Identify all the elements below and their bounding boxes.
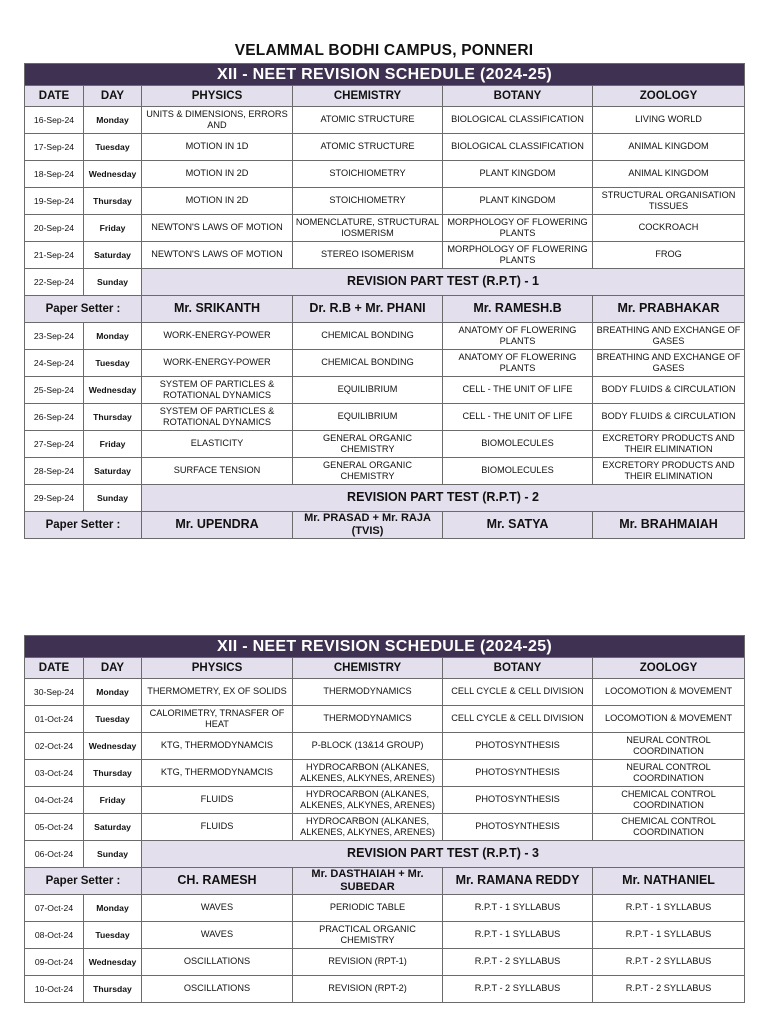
chemistry-topic: NOMENCLATURE, STRUCTURAL IOSMERISM [293,215,443,242]
date-cell: 17-Sep-24 [25,134,84,161]
date-cell: 06-Oct-24 [25,841,84,868]
day-cell: Tuesday [84,706,142,733]
chemistry-topic: P-BLOCK (13&14 GROUP) [293,733,443,760]
date-cell: 24-Sep-24 [25,350,84,377]
date-cell: 16-Sep-24 [25,107,84,134]
table-row [25,323,745,350]
physics-topic: FLUIDS [142,814,293,841]
zoology-topic: CHEMICAL CONTROL COORDINATION [593,787,745,814]
schedule-body [25,107,745,539]
column-header-row [25,658,745,679]
day-cell: Friday [84,787,142,814]
physics-topic: FLUIDS [142,787,293,814]
day-cell: Monday [84,895,142,922]
paper-setter-zoology: Mr. NATHANIEL [593,868,745,895]
day-cell: Sunday [84,269,142,296]
date-cell: 29-Sep-24 [25,485,84,512]
table-row [25,458,745,485]
date-cell: 20-Sep-24 [25,215,84,242]
paper-setter-label: Paper Setter : [25,296,142,323]
date-cell: 19-Sep-24 [25,188,84,215]
botany-topic: PLANT KINGDOM [443,161,593,188]
day-cell: Thursday [84,976,142,1003]
day-cell: Saturday [84,458,142,485]
zoology-topic: BREATHING AND EXCHANGE OF GASES [593,350,745,377]
day-cell: Wednesday [84,377,142,404]
header-physics: PHYSICS [142,86,293,107]
header-chemistry: CHEMISTRY [293,86,443,107]
header-botany: BOTANY [443,658,593,679]
botany-topic: BIOLOGICAL CLASSIFICATION [443,107,593,134]
date-cell: 25-Sep-24 [25,377,84,404]
date-cell: 01-Oct-24 [25,706,84,733]
table-title: XII - NEET REVISION SCHEDULE (2024-25) [25,636,745,658]
table-row [25,188,745,215]
header-chemistry: CHEMISTRY [293,658,443,679]
botany-topic: PHOTOSYNTHESIS [443,733,593,760]
header-day: DAY [84,658,142,679]
date-cell: 03-Oct-24 [25,760,84,787]
chemistry-topic: CHEMICAL BONDING [293,323,443,350]
revision-test-label: REVISION PART TEST (R.P.T) - 3 [142,841,745,868]
revision-test-label: REVISION PART TEST (R.P.T) - 1 [142,269,745,296]
physics-topic: SYSTEM OF PARTICLES & ROTATIONAL DYNAMICS [142,404,293,431]
botany-topic: BIOMOLECULES [443,431,593,458]
table-row [25,787,745,814]
day-cell: Tuesday [84,922,142,949]
chemistry-topic: ATOMIC STRUCTURE [293,134,443,161]
date-cell: 05-Oct-24 [25,814,84,841]
paper-setter-chemistry: Mr. PRASAD + Mr. RAJA (TVIS) [293,512,443,539]
paper-setter-label: Paper Setter : [25,512,142,539]
zoology-topic: BODY FLUIDS & CIRCULATION [593,377,745,404]
revision-test-row [25,485,745,512]
physics-topic: WORK-ENERGY-POWER [142,323,293,350]
date-cell: 26-Sep-24 [25,404,84,431]
zoology-topic: STRUCTURAL ORGANISATION TISSUES [593,188,745,215]
day-cell: Sunday [84,841,142,868]
date-cell: 23-Sep-24 [25,323,84,350]
day-cell: Friday [84,215,142,242]
table-title-row [25,64,745,86]
paper-setter-chemistry: Dr. R.B + Mr. PHANI [293,296,443,323]
chemistry-topic: REVISION (RPT-1) [293,949,443,976]
revision-test-row [25,841,745,868]
header-botany: BOTANY [443,86,593,107]
chemistry-topic: EQUILIBRIUM [293,404,443,431]
paper-setter-physics: Mr. UPENDRA [142,512,293,539]
day-cell: Wednesday [84,949,142,976]
physics-topic: OSCILLATIONS [142,976,293,1003]
physics-topic: WAVES [142,895,293,922]
botany-topic: CELL CYCLE & CELL DIVISION [443,706,593,733]
date-cell: 30-Sep-24 [25,679,84,706]
physics-topic: WORK-ENERGY-POWER [142,350,293,377]
paper-setter-row [25,512,745,539]
day-cell: Thursday [84,188,142,215]
chemistry-topic: HYDROCARBON (ALKANES, ALKENES, ALKYNES, ARENES) [293,814,443,841]
date-cell: 10-Oct-24 [25,976,84,1003]
physics-topic: MOTION IN 2D [142,188,293,215]
physics-topic: MOTION IN 1D [142,134,293,161]
botany-topic: PHOTOSYNTHESIS [443,814,593,841]
physics-topic: UNITS & DIMENSIONS, ERRORS AND [142,107,293,134]
date-cell: 18-Sep-24 [25,161,84,188]
day-cell: Wednesday [84,161,142,188]
date-cell: 28-Sep-24 [25,458,84,485]
chemistry-topic: GENERAL ORGANIC CHEMISTRY [293,458,443,485]
paper-setter-label: Paper Setter : [25,868,142,895]
header-zoology: ZOOLOGY [593,86,745,107]
date-cell: 27-Sep-24 [25,431,84,458]
chemistry-topic: STEREO ISOMERISM [293,242,443,269]
table-row [25,922,745,949]
paper-setter-row [25,868,745,895]
chemistry-topic: HYDROCARBON (ALKANES, ALKENES, ALKYNES, ARENES) [293,787,443,814]
zoology-topic: BODY FLUIDS & CIRCULATION [593,404,745,431]
date-cell: 09-Oct-24 [25,949,84,976]
chemistry-topic: GENERAL ORGANIC CHEMISTRY [293,431,443,458]
paper-setter-botany: Mr. RAMANA REDDY [443,868,593,895]
day-cell: Saturday [84,814,142,841]
day-cell: Thursday [84,404,142,431]
botany-topic: PHOTOSYNTHESIS [443,760,593,787]
table-row [25,976,745,1003]
zoology-topic: ANIMAL KINGDOM [593,134,745,161]
day-cell: Tuesday [84,134,142,161]
table-row [25,679,745,706]
botany-topic: ANATOMY OF FLOWERING PLANTS [443,350,593,377]
table-row [25,107,745,134]
zoology-topic: BREATHING AND EXCHANGE OF GASES [593,323,745,350]
botany-topic: CELL - THE UNIT OF LIFE [443,377,593,404]
day-cell: Monday [84,323,142,350]
table-title: XII - NEET REVISION SCHEDULE (2024-25) [25,64,745,86]
paper-setter-botany: Mr. RAMESH.B [443,296,593,323]
physics-topic: THERMOMETRY, EX OF SOLIDS [142,679,293,706]
date-cell: 07-Oct-24 [25,895,84,922]
paper-setter-physics: CH. RAMESH [142,868,293,895]
table-row [25,242,745,269]
zoology-topic: EXCRETORY PRODUCTS AND THEIR ELIMINATION [593,458,745,485]
table-row [25,814,745,841]
table-title-row [25,636,745,658]
chemistry-topic: ATOMIC STRUCTURE [293,107,443,134]
chemistry-topic: EQUILIBRIUM [293,377,443,404]
date-cell: 21-Sep-24 [25,242,84,269]
botany-topic: CELL CYCLE & CELL DIVISION [443,679,593,706]
physics-topic: WAVES [142,922,293,949]
botany-topic: PHOTOSYNTHESIS [443,787,593,814]
zoology-topic: R.P.T - 2 SYLLABUS [593,949,745,976]
revision-test-row [25,269,745,296]
zoology-topic: COCKROACH [593,215,745,242]
column-header-row [25,86,745,107]
table-row [25,733,745,760]
paper-setter-zoology: Mr. PRABHAKAR [593,296,745,323]
paper-setter-physics: Mr. SRIKANTH [142,296,293,323]
date-cell: 02-Oct-24 [25,733,84,760]
physics-topic: SYSTEM OF PARTICLES & ROTATIONAL DYNAMICS [142,377,293,404]
table-row [25,161,745,188]
school-name: VELAMMAL BODHI CAMPUS, PONNERI [234,42,534,59]
table-row [25,350,745,377]
header-physics: PHYSICS [142,658,293,679]
date-cell: 08-Oct-24 [25,922,84,949]
paper-setter-botany: Mr. SATYA [443,512,593,539]
physics-topic: NEWTON'S LAWS OF MOTION [142,215,293,242]
zoology-topic: LOCOMOTION & MOVEMENT [593,679,745,706]
day-cell: Monday [84,107,142,134]
physics-topic: MOTION IN 2D [142,161,293,188]
botany-topic: CELL - THE UNIT OF LIFE [443,404,593,431]
botany-topic: R.P.T - 1 SYLLABUS [443,895,593,922]
day-cell: Saturday [84,242,142,269]
zoology-topic: ANIMAL KINGDOM [593,161,745,188]
chemistry-topic: THERMODYNAMICS [293,679,443,706]
day-cell: Sunday [84,485,142,512]
zoology-topic: EXCRETORY PRODUCTS AND THEIR ELIMINATION [593,431,745,458]
zoology-topic: R.P.T - 2 SYLLABUS [593,976,745,1003]
botany-topic: ANATOMY OF FLOWERING PLANTS [443,323,593,350]
physics-topic: KTG, THERMODYNAMCIS [142,733,293,760]
physics-topic: ELASTICITY [142,431,293,458]
day-cell: Monday [84,679,142,706]
day-cell: Thursday [84,760,142,787]
paper-setter-row [25,296,745,323]
day-cell: Tuesday [84,350,142,377]
date-cell: 22-Sep-24 [25,269,84,296]
zoology-topic: LIVING WORLD [593,107,745,134]
schedule-table-1 [24,63,745,539]
chemistry-topic: PERIODIC TABLE [293,895,443,922]
day-cell: Friday [84,431,142,458]
botany-topic: BIOMOLECULES [443,458,593,485]
zoology-topic: NEURAL CONTROL COORDINATION [593,760,745,787]
schedule-table-2 [24,635,745,1003]
table-row [25,949,745,976]
header-date: DATE [25,86,84,107]
botany-topic: R.P.T - 1 SYLLABUS [443,922,593,949]
table-row [25,215,745,242]
chemistry-topic: REVISION (RPT-2) [293,976,443,1003]
chemistry-topic: HYDROCARBON (ALKANES, ALKENES, ALKYNES, ARENES) [293,760,443,787]
table-row [25,377,745,404]
date-cell: 04-Oct-24 [25,787,84,814]
botany-topic: BIOLOGICAL CLASSIFICATION [443,134,593,161]
header-day: DAY [84,86,142,107]
botany-topic: R.P.T - 2 SYLLABUS [443,976,593,1003]
chemistry-topic: CHEMICAL BONDING [293,350,443,377]
botany-topic: PLANT KINGDOM [443,188,593,215]
zoology-topic: FROG [593,242,745,269]
schedule-body [25,679,745,1003]
table-row [25,895,745,922]
zoology-topic: R.P.T - 1 SYLLABUS [593,895,745,922]
physics-topic: KTG, THERMODYNAMCIS [142,760,293,787]
botany-topic: MORPHOLOGY OF FLOWERING PLANTS [443,215,593,242]
table-row [25,706,745,733]
header-date: DATE [25,658,84,679]
botany-topic: R.P.T - 2 SYLLABUS [443,949,593,976]
revision-test-label: REVISION PART TEST (R.P.T) - 2 [142,485,745,512]
table-row [25,404,745,431]
physics-topic: SURFACE TENSION [142,458,293,485]
chemistry-topic: THERMODYNAMICS [293,706,443,733]
physics-topic: NEWTON'S LAWS OF MOTION [142,242,293,269]
botany-topic: MORPHOLOGY OF FLOWERING PLANTS [443,242,593,269]
table-row [25,760,745,787]
chemistry-topic: STOICHIOMETRY [293,188,443,215]
paper-setter-chemistry: Mr. DASTHAIAH + Mr. SUBEDAR [293,868,443,895]
chemistry-topic: STOICHIOMETRY [293,161,443,188]
chemistry-topic: PRACTICAL ORGANIC CHEMISTRY [293,922,443,949]
zoology-topic: R.P.T - 1 SYLLABUS [593,922,745,949]
physics-topic: CALORIMETRY, TRNASFER OF HEAT [142,706,293,733]
zoology-topic: LOCOMOTION & MOVEMENT [593,706,745,733]
zoology-topic: CHEMICAL CONTROL COORDINATION [593,814,745,841]
header-zoology: ZOOLOGY [593,658,745,679]
paper-setter-zoology: Mr. BRAHMAIAH [593,512,745,539]
zoology-topic: NEURAL CONTROL COORDINATION [593,733,745,760]
table-row [25,134,745,161]
day-cell: Wednesday [84,733,142,760]
physics-topic: OSCILLATIONS [142,949,293,976]
table-row [25,431,745,458]
